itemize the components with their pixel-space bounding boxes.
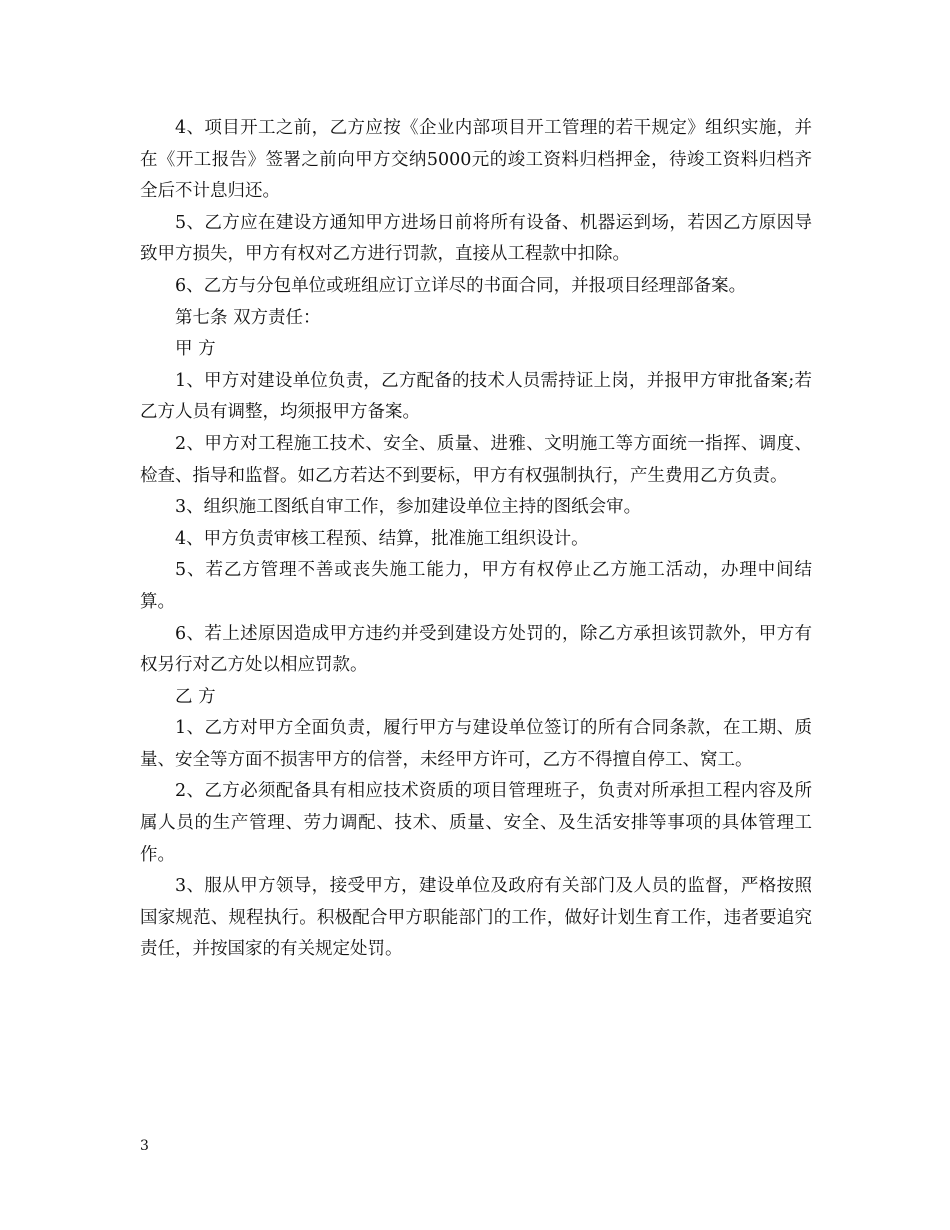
article-heading: 第七条 双方责任： (175, 307, 321, 328)
clause-paragraph: 2、乙方必须配备具有相应技术资质的项目管理班子，负责对所承担工程内容及所属人员的生产管理、劳力调配、技术、质量、安全、及生活安排等事项的具体管理工作。 (140, 781, 812, 865)
clause-paragraph: 1、甲方对建设单位负责，乙方配备的技术人员需持证上岗，并报甲方审批备案;若乙方人员有调整，均须报甲方备案。 (140, 370, 812, 423)
party-heading-a: 甲 方 (175, 339, 216, 360)
clause-paragraph: 6、若上述原因造成甲方违约并受到建设方处罚的，除乙方承担该罚款外，甲方有权另行对乙方处以相应罚款。 (140, 623, 812, 676)
clause-paragraph: 1、乙方对甲方全面负责，履行甲方与建设单位签订的所有合同条款，在工期、质量、安全等方面不损害甲方的信誉，未经甲方许可，乙方不得擅自停工、窝工。 (140, 718, 812, 770)
clause-paragraph: 4、甲方负责审核工程预、结算，批准施工组织设计。 (175, 528, 589, 549)
clause-paragraph: 5、若乙方管理不善或丧失施工能力，甲方有权停止乙方施工活动，办理中间结算。 (140, 560, 812, 612)
clause-paragraph: 3、组织施工图纸自审工作，参加建设单位主持的图纸会审。 (175, 497, 642, 518)
clause-paragraph: 5、乙方应在建设方通知甲方进场日前将所有设备、机器运到场，若因乙方原因导致甲方损失，甲方有权对乙方进行罚款，直接从工程款中扣除。 (140, 212, 812, 265)
clause-paragraph: 4、项目开工之前，乙方应按《企业内部项目开工管理的若干规定》组织实施，并在《开工报告》签署之前向甲方交纳5000元的竣工资料归档押金，待竣工资料归档齐全后不计息归还。 (140, 118, 812, 202)
party-heading-b: 乙 方 (175, 686, 216, 707)
clause-paragraph: 6、乙方与分包单位或班组应订立详尽的书面合同，并报项目经理部备案。 (175, 275, 747, 296)
document-body (140, 113, 812, 966)
page-number: 3 (140, 1138, 149, 1154)
clause-paragraph: 3、服从甲方领导，接受甲方，建设单位及政府有关部门及人员的监督，严格按照国家规范、规程执行。积极配合甲方职能部门的工作，做好计划生育工作，违者要追究责任，并按国家的有关规定处罚。 (140, 876, 812, 960)
clause-paragraph: 2、甲方对工程施工技术、安全、质量、进雅、文明施工等方面统一指挥、调度、检查、指导和监督。如乙方若达不到要标，甲方有权强制执行，产生费用乙方负责。 (140, 433, 812, 486)
